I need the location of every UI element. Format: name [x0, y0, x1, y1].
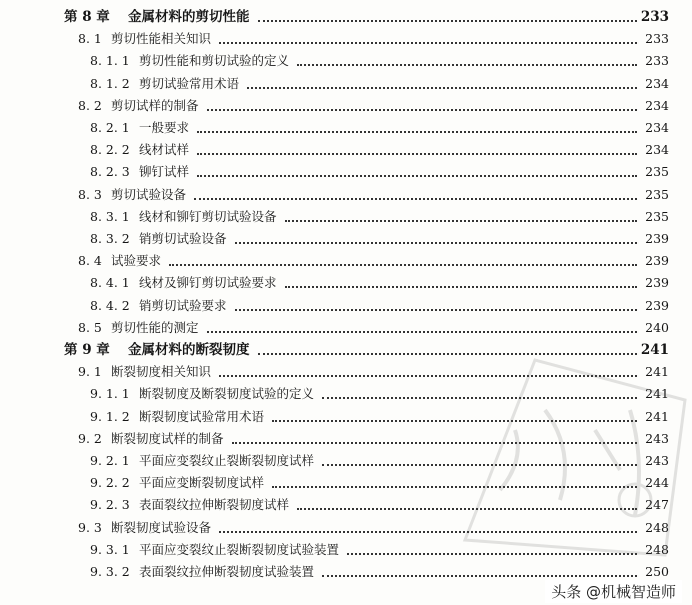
- toc-number: 8. 1. 2: [90, 75, 130, 91]
- toc-number: 8. 4: [78, 253, 102, 269]
- toc-page-number: 241: [645, 408, 669, 424]
- toc-subsection-row: [0, 73, 692, 95]
- toc-page-number: 234: [645, 120, 669, 135]
- toc-subsection-row: [0, 139, 692, 161]
- toc-page-number: 239: [645, 275, 669, 291]
- dot-leader: [194, 198, 637, 200]
- toc-title: 铆钉试样: [139, 164, 190, 180]
- toc-subsection-row: [0, 272, 692, 294]
- toc-title: 断裂韧度试样的制备: [111, 430, 224, 446]
- toc-chapter-row: [0, 339, 692, 361]
- dot-leader: [285, 286, 637, 288]
- toc-title: 表面裂纹拉伸断裂韧度试验装置: [139, 564, 315, 579]
- toc-title: 剪切性能相关知识: [111, 31, 212, 47]
- toc-number: 8. 2. 3: [90, 164, 130, 180]
- toc-subsection-row: [0, 161, 692, 183]
- toc-number: 9. 2: [78, 430, 102, 446]
- dot-leader: [197, 131, 637, 133]
- toc-number: 9. 1: [78, 364, 102, 380]
- toc-page-number: 233: [645, 53, 669, 69]
- toc-title: 销剪切试验设备: [139, 231, 227, 246]
- toc-section-row: [0, 28, 692, 50]
- toc-page-number: 240: [645, 319, 669, 335]
- toc-number: 8. 1. 1: [90, 53, 130, 69]
- toc-subsection-row: [0, 50, 692, 72]
- toc-title: 线材试样: [139, 142, 190, 158]
- toc-page-number: 241: [640, 342, 669, 358]
- toc-title: 平面应变断裂韧度试样: [139, 475, 265, 491]
- dot-leader: [258, 353, 637, 355]
- toc-page-number: 233: [640, 9, 669, 25]
- toc-page-number: 235: [645, 208, 669, 224]
- toc-title: 剪切试样的制备: [111, 97, 199, 113]
- toc-subsection-row: [0, 228, 692, 250]
- dot-leader: [297, 508, 637, 510]
- toc-section-row: [0, 95, 692, 117]
- toc-title: 剪切性能的测定: [111, 319, 199, 335]
- toc-number: 9. 2. 2: [90, 475, 130, 491]
- toc-title: 表面裂纹拉伸断裂韧度试样: [139, 497, 290, 513]
- toc-title: 断裂韧度及断裂韧度试验的定义: [139, 386, 315, 402]
- dot-leader: [297, 64, 637, 66]
- toc-number: 8. 5: [78, 319, 102, 335]
- toc-subsection-row: [0, 494, 692, 516]
- toc-number: 8. 4. 2: [90, 297, 130, 313]
- toc-number: 9. 1. 2: [90, 408, 130, 424]
- toc-number: 9. 3. 2: [90, 564, 130, 579]
- toc-subsection-row: [0, 472, 692, 494]
- toc-title: 试验要求: [111, 253, 162, 269]
- toc-section-row: [0, 517, 692, 539]
- toc-subsection-row: [0, 450, 692, 472]
- toc-subsection-row: [0, 295, 692, 317]
- dot-leader: [272, 420, 637, 422]
- dot-leader: [247, 87, 637, 89]
- toc-page-number: 239: [645, 253, 669, 269]
- dot-leader: [285, 220, 637, 222]
- dot-leader: [219, 531, 637, 533]
- dot-leader: [232, 442, 637, 444]
- toc-number: 第 8 章: [64, 9, 110, 25]
- dot-leader: [235, 309, 637, 311]
- dot-leader: [197, 153, 637, 155]
- toc-number: 9. 3: [78, 519, 102, 535]
- toc-number: 8. 1: [78, 31, 102, 47]
- toc-title: 断裂韧度试验设备: [111, 519, 212, 535]
- toc-title: 平面应变裂纹止裂断裂韧度试验装置: [139, 541, 340, 557]
- toc-page-number: 233: [645, 31, 669, 47]
- toc-number: 9. 1. 1: [90, 386, 130, 402]
- toc-page-number: 241: [645, 364, 669, 380]
- toc-page-number: 248: [645, 541, 669, 557]
- toc-title: 平面应变裂纹止裂断裂韧度试样: [139, 453, 315, 468]
- toc-subsection-row: [0, 383, 692, 405]
- toc-subsection-row: [0, 206, 692, 228]
- toc-number: 8. 2. 2: [90, 142, 130, 158]
- toc-title: 金属材料的断裂韧度: [128, 342, 250, 358]
- dot-leader: [322, 575, 637, 577]
- toc-page-number: 239: [645, 297, 669, 313]
- toc-chapter-row: [0, 6, 692, 28]
- toc-title: 断裂韧度相关知识: [111, 364, 212, 380]
- toc-number: 8. 3. 1: [90, 208, 130, 224]
- dot-leader: [207, 109, 637, 111]
- toc-section-row: [0, 361, 692, 383]
- source-caption: 头条 @机械智造师: [545, 580, 682, 603]
- toc-page-number: 250: [645, 564, 669, 579]
- toc-title: 剪切试验设备: [111, 186, 187, 202]
- toc-page-number: 248: [645, 519, 669, 535]
- toc-page-number: 234: [645, 75, 669, 91]
- toc-title: 销剪切试验要求: [139, 297, 227, 313]
- toc-subsection-row: [0, 406, 692, 428]
- toc-section-row: [0, 428, 692, 450]
- toc-subsection-row: [0, 117, 692, 139]
- toc-number: 8. 2: [78, 97, 102, 113]
- toc-page-number: 247: [645, 497, 669, 513]
- toc-number: 8. 2. 1: [90, 120, 130, 135]
- dot-leader: [219, 375, 637, 377]
- dot-leader: [258, 20, 637, 22]
- dot-leader: [207, 331, 637, 333]
- toc-page-number: 235: [645, 186, 669, 202]
- toc-title: 剪切试验常用术语: [139, 75, 240, 91]
- toc-number: 8. 4. 1: [90, 275, 130, 291]
- toc-page-number: 234: [645, 97, 669, 113]
- toc-title: 金属材料的剪切性能: [128, 9, 250, 25]
- toc-title: 剪切性能和剪切试验的定义: [139, 53, 290, 69]
- toc-number: 8. 3. 2: [90, 231, 130, 246]
- toc-title: 一般要求: [139, 120, 190, 135]
- toc-number: 9. 2. 3: [90, 497, 130, 513]
- toc-title: 线材及铆钉剪切试验要求: [139, 275, 277, 291]
- toc-page-number: 243: [645, 453, 669, 468]
- toc-number: 9. 2. 1: [90, 453, 130, 468]
- toc-page-number: 243: [645, 430, 669, 446]
- toc-page-number: 244: [645, 475, 669, 491]
- toc-number: 8. 3: [78, 186, 102, 202]
- toc-page-number: 239: [645, 231, 669, 246]
- dot-leader: [347, 553, 637, 555]
- dot-leader: [272, 486, 637, 488]
- toc-section-row: [0, 184, 692, 206]
- toc-title: 断裂韧度试验常用术语: [139, 408, 265, 424]
- toc-page-number: 241: [645, 386, 669, 402]
- dot-leader: [169, 264, 637, 266]
- toc-section-row: [0, 317, 692, 339]
- toc-title: 线材和铆钉剪切试验设备: [139, 208, 277, 224]
- toc-section-row: [0, 250, 692, 272]
- dot-leader: [322, 397, 637, 399]
- toc-subsection-row: [0, 539, 692, 561]
- dot-leader: [219, 42, 637, 44]
- dot-leader: [322, 464, 637, 466]
- toc-number: 9. 3. 1: [90, 541, 130, 557]
- toc-number: 第 9 章: [64, 342, 110, 358]
- dot-leader: [197, 175, 637, 177]
- toc-page-number: 234: [645, 142, 669, 158]
- toc-page-number: 235: [645, 164, 669, 180]
- dot-leader: [235, 242, 637, 244]
